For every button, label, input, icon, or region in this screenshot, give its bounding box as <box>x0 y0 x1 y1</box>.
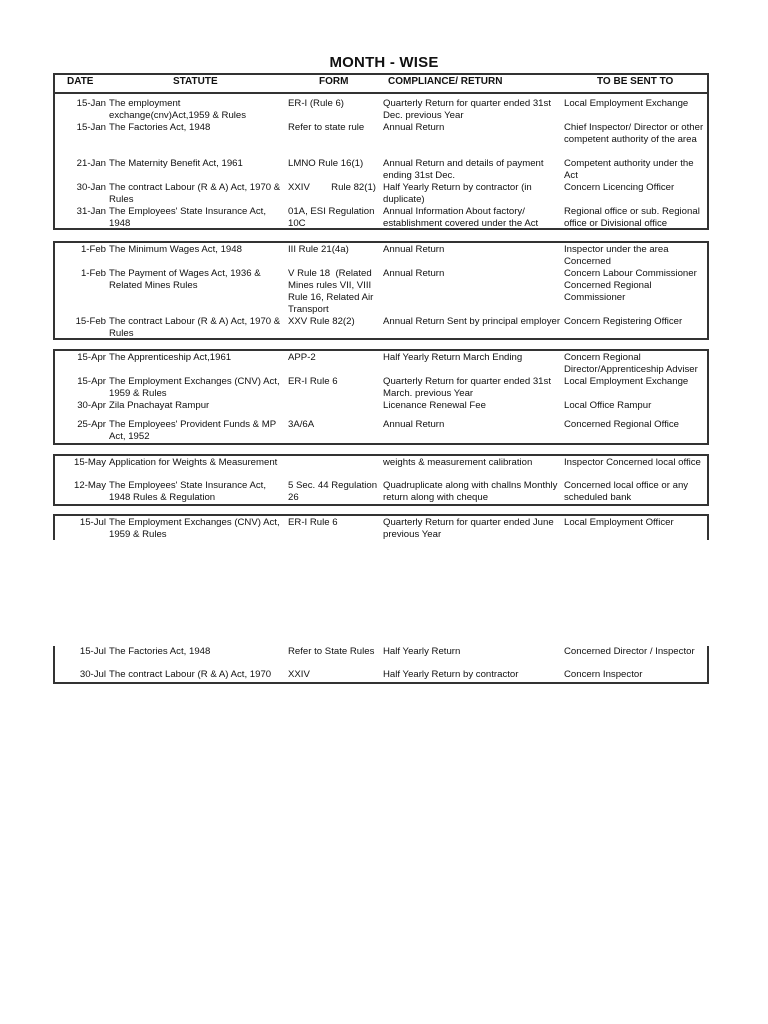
cell-sent-to: Concern Inspector <box>564 669 643 680</box>
cell-compliance: Quarterly Return for quarter ended 31st Dec. previous Year <box>383 98 551 121</box>
cell-date: 12-May <box>74 480 106 491</box>
cell-compliance: Annual Information About factory/ establishment covered under the Act <box>383 206 539 229</box>
cell-compliance: Annual Return and details of payment ending 31st Dec. <box>383 158 544 181</box>
cell-sent-to: Competent authority under the Act <box>564 158 694 181</box>
cell-date: 30-Apr <box>77 400 106 411</box>
cell-sent-to: Concern Licencing Officer <box>564 182 675 193</box>
cell-form: XXV Rule 82(2) <box>288 316 355 327</box>
cell-statute: The contract Labour (R & A) Act, 1970 & Rules <box>109 182 281 205</box>
cell-date: 15-May <box>74 457 106 468</box>
cell-date: 15-Feb <box>75 316 106 327</box>
cell-date: 15-Jan <box>76 122 106 133</box>
cell-form: ER-I (Rule 6) <box>288 98 344 109</box>
cell-compliance: Annual Return Sent by principal employer <box>383 316 561 327</box>
cell-compliance: Annual Return <box>383 419 445 430</box>
cell-statute: The Factories Act, 1948 <box>109 122 211 133</box>
cell-form: XXIV Rule 82(1) <box>288 182 376 193</box>
cell-statute: The Employees' Provident Funds & MP Act, 1952 <box>109 419 277 442</box>
cell-form: 5 Sec. 44 Regulation 26 <box>288 480 378 503</box>
cell-compliance: Half Yearly Return March Ending <box>383 352 523 363</box>
cell-compliance: Quarterly Return for quarter ended 31st March. previous Year <box>383 376 551 399</box>
cell-compliance: Half Yearly Return by contractor (in duplicate) <box>383 182 532 205</box>
header-date: DATE <box>67 76 94 87</box>
cell-statute: The employment exchange(cnv)Act,1959 & Rules <box>109 98 247 121</box>
cell-statute: The Employees' State Insurance Act, 1948 Rules & Regulation <box>109 480 267 503</box>
cell-form: ER-I Rule 6 <box>288 517 338 528</box>
cell-sent-to: Concern Regional Director/Apprenticeship Adviser <box>564 352 698 375</box>
cell-sent-to: Concerned Regional Office <box>564 419 680 430</box>
cell-form: Refer to state rule <box>288 122 365 133</box>
cell-statute: Application for Weights & Measurement <box>109 457 278 468</box>
cell-compliance: Quarterly Return for quarter ended June previous Year <box>383 517 554 540</box>
cell-sent-to: Local Employment Officer <box>564 517 674 528</box>
cell-sent-to: Concern Registering Officer <box>564 316 683 327</box>
cell-compliance: Annual Return <box>383 244 445 255</box>
cell-form: 01A, ESI Regulation 10C <box>288 206 375 229</box>
cell-date: 1-Feb <box>80 268 106 279</box>
cell-date: 1-Feb <box>80 244 106 255</box>
cell-sent-to: Local Employment Exchange <box>564 376 689 387</box>
cell-statute: The contract Labour (R & A) Act, 1970 <box>109 669 272 680</box>
header-form: FORM <box>319 76 349 87</box>
cell-statute: The contract Labour (R & A) Act, 1970 & Rules <box>109 316 281 339</box>
cell-form: LMNO Rule 16(1) <box>288 158 364 169</box>
cell-sent-to: Concerned Director / Inspector <box>564 646 695 657</box>
header-sent-to: TO BE SENT TO <box>597 76 674 87</box>
cell-compliance: Half Yearly Return <box>383 646 461 657</box>
cell-date: 30-Jul <box>79 669 106 680</box>
cell-date: 15-Apr <box>77 352 106 363</box>
cell-statute: The Maternity Benefit Act, 1961 <box>109 158 243 169</box>
cell-statute: The Employment Exchanges (CNV) Act, 1959 & Rules <box>109 376 280 399</box>
cell-date: 15-Apr <box>77 376 106 387</box>
cell-form: 3A/6A <box>288 419 315 430</box>
cell-form: ER-I Rule 6 <box>288 376 338 387</box>
cell-form: Refer to State Rules <box>288 646 375 657</box>
cell-form: APP-2 <box>288 352 316 363</box>
cell-statute: Zila Pnachayat Rampur <box>109 400 210 411</box>
cell-sent-to: Inspector Concerned local office <box>564 457 701 468</box>
cell-sent-to: Inspector under the area Concerned <box>564 244 669 267</box>
cell-compliance: Quadruplicate along with challns Monthly return along with cheque <box>383 480 558 503</box>
cell-sent-to: Regional office or sub. Regional office or Divisional office <box>564 206 700 229</box>
cell-compliance: Annual Return <box>383 268 445 279</box>
cell-compliance: Annual Return <box>383 122 445 133</box>
cell-date: 21-Jan <box>76 158 106 169</box>
section-february <box>53 241 709 340</box>
cell-date: 15-Jan <box>76 98 106 109</box>
cell-date: 15-Jul <box>79 646 106 657</box>
cell-compliance: Licenance Renewal Fee <box>383 400 486 411</box>
table-header <box>53 73 709 94</box>
cell-statute: The Employment Exchanges (CNV) Act, 1959 & Rules <box>109 517 280 540</box>
cell-date: 15-Jul <box>79 517 106 528</box>
cell-statute: The Factories Act, 1948 <box>109 646 211 657</box>
cell-statute: The Minimum Wages Act, 1948 <box>109 244 242 255</box>
section-may <box>53 454 709 506</box>
header-statute: STATUTE <box>173 76 218 87</box>
cell-compliance: Half Yearly Return by contractor <box>383 669 519 680</box>
section-july-bottom <box>53 646 709 684</box>
cell-sent-to: Chief Inspector/ Director or other competent authority of the area <box>564 122 704 145</box>
cell-date: 25-Apr <box>77 419 106 430</box>
cell-sent-to: Local Employment Exchange <box>564 98 689 109</box>
cell-statute: The Employees' State Insurance Act, 1948 <box>109 206 267 229</box>
cell-form: V Rule 18 (Related Mines rules VII, VIII Rule 16, Related Air Transport <box>288 268 374 315</box>
header-compliance: COMPLIANCE/ RETURN <box>388 76 503 87</box>
section-april <box>53 349 709 445</box>
cell-date: 30-Jan <box>76 182 106 193</box>
cell-statute: The Payment of Wages Act, 1936 & Related Mines Rules <box>109 268 261 291</box>
cell-compliance: weights & measurement calibration <box>383 457 533 468</box>
cell-form: XXIV <box>288 669 310 680</box>
cell-date: 31-Jan <box>76 206 106 217</box>
cell-sent-to: Concerned local office or any scheduled bank <box>564 480 689 503</box>
cell-form: III Rule 21(4a) <box>288 244 349 255</box>
cell-sent-to: Local Office Rampur <box>564 400 652 411</box>
cell-sent-to: Concern Labour Commissioner Concerned Regional Commissioner <box>564 268 697 303</box>
cell-statute: The Apprenticeship Act,1961 <box>109 352 232 363</box>
page-title: MONTH - WISE <box>329 54 439 71</box>
section-january <box>53 92 709 230</box>
section-july-top <box>53 514 709 540</box>
